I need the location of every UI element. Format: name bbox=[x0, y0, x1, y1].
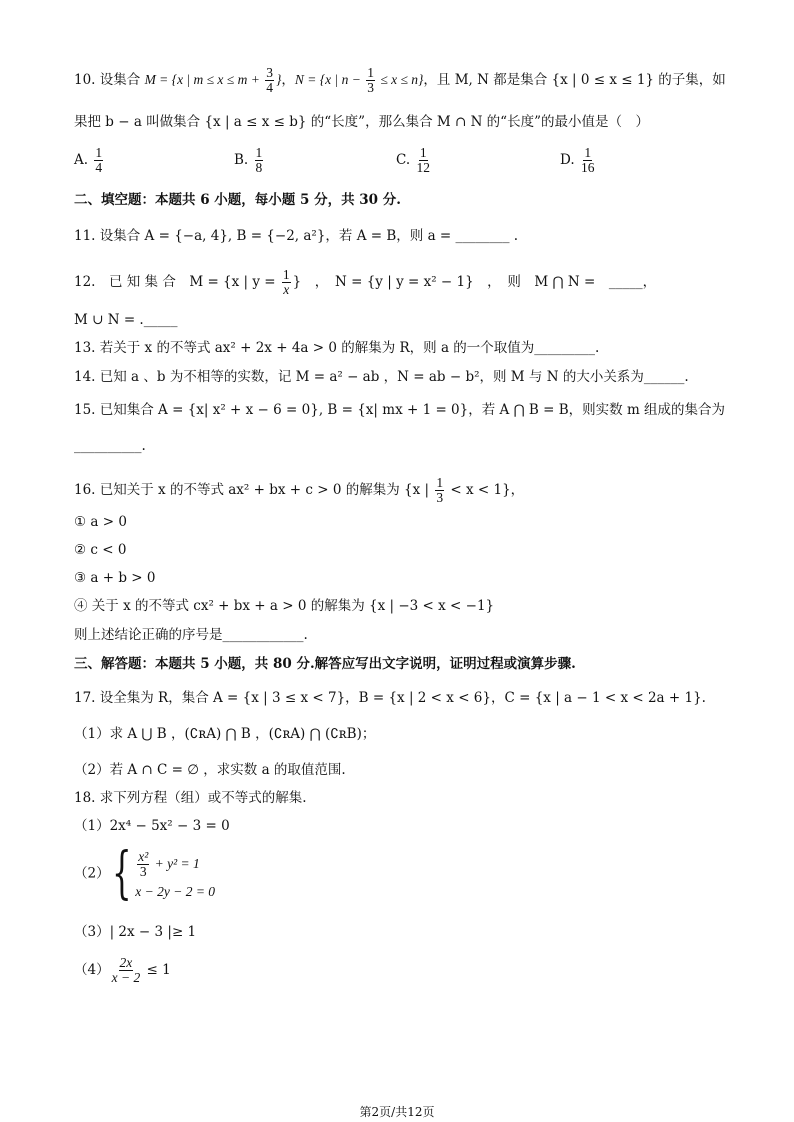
q12-text-b: } ， N = {y | y = x² − 1} ， 则 M ⋂ N = _____， bbox=[292, 274, 657, 291]
q16-text-a: 16. 已知关于 x 的不等式 ax² + bx + c > 0 的解集为 {x | bbox=[74, 482, 434, 499]
q10-line1 bbox=[74, 66, 726, 95]
q16-conclusion: 则上述结论正确的序号是____________. bbox=[74, 627, 308, 643]
q18-part3: （3）| 2x − 3 |≥ 1 bbox=[74, 924, 197, 940]
q16-fraction: $\frac{1}{3}$ bbox=[436, 475, 444, 506]
q15-line1: 15. 已知集合 A = {x| x² + x − 6 = 0}, B = {x| mx + 1 = 0}，若 A ⋂ B = B，则实数 m 组成的集合为 bbox=[74, 402, 726, 418]
q18-part2-eq2: x − 2y − 2 = 0 bbox=[135, 883, 216, 899]
q18-part2-label: （2） bbox=[74, 865, 110, 882]
q18-equation-system: { $\frac{\text{x²}}{3}$ + y² = 1 x − 2y − 2 = 0 bbox=[111, 841, 216, 906]
q10-set-N: N = {x | n − $\frac{1}{3}$ ≤ x ≤ n} bbox=[294, 65, 424, 96]
q16-item-2: ② c < 0 bbox=[74, 542, 127, 558]
q18-part4-label: （4） bbox=[74, 962, 110, 979]
q16-line1 bbox=[74, 476, 524, 505]
q10-option-a[interactable]: A. $\frac{1}{4}$ bbox=[74, 145, 103, 176]
q10-option-b[interactable]: B. $\frac{1}{8}$ bbox=[234, 145, 263, 176]
q17-stem: 17. 设全集为 R，集合 A = {x | 3 ≤ x < 7}，B = {x | 2 < x < 6}，C = {x | a − 1 < x < 2a + 1}. bbox=[74, 690, 706, 706]
q18-stem: 18. 求下列方程（组）或不等式的解集. bbox=[74, 790, 307, 806]
q12-text-a: 12. 已 知 集 合 M = {x | y = bbox=[74, 274, 280, 291]
q17-part2: （2）若 A ∩ C = ∅ ，求实数 a 的取值范围. bbox=[74, 762, 346, 778]
q18-part1: （1）2x⁴ − 5x² − 3 = 0 bbox=[74, 818, 230, 834]
q14: 14. 已知 a 、b 为不相等的实数，记 M = a² − ab ，N = ab − b²，则 M 与 N 的大小关系为______. bbox=[74, 369, 689, 385]
q15-line2: __________. bbox=[74, 438, 146, 454]
q10-option-c[interactable]: C. $\frac{1}{12}$ bbox=[396, 145, 430, 176]
q18-part4-fraction: $\frac{2x}{x - 2}$ bbox=[111, 955, 141, 986]
q16-text-b: < x < 1}， bbox=[446, 482, 525, 499]
q12-fraction: $\frac{1}{x}$ bbox=[282, 267, 290, 298]
q16-item-3: ③ a + b > 0 bbox=[74, 570, 156, 586]
q13: 13. 若关于 x 的不等式 ax² + 2x + 4a > 0 的解集为 R，则 a 的一个取值为_________. bbox=[74, 340, 600, 356]
q10-text-b: ，且 M, N 都是集合 {x | 0 ≤ x ≤ 1} 的子集，如 bbox=[423, 71, 726, 88]
q12-line2: M ∪ N = ._____ bbox=[74, 312, 178, 328]
q17-part1: （1）求 A ⋃ B ，(∁ʀA) ⋂ B ，(∁ʀA) ⋂ (∁ʀB)； bbox=[74, 726, 376, 742]
section-2-heading: 二、填空题：本题共 6 小题，每小题 5 分，共 30 分. bbox=[74, 192, 401, 208]
q10-line2: 果把 b − a 叫做集合 {x | a ≤ x ≤ b} 的“长度”，那么集合 M ∩ N 的“长度”的最小值是（ ） bbox=[74, 114, 649, 130]
section-3-heading: 三、解答题：本题共 5 小题，共 80 分.解答应写出文字说明，证明过程或演算步骤. bbox=[74, 656, 576, 672]
q18-part2 bbox=[74, 841, 216, 906]
q18-part4-tail: ≤ 1 bbox=[142, 962, 171, 979]
q10-option-d[interactable]: D. $\frac{1}{16}$ bbox=[560, 145, 595, 176]
q10-set-M: M = {x | m ≤ x ≤ m + $\frac{3}{4}$ } bbox=[144, 65, 282, 96]
q11: 11. 设集合 A = {−a, 4}, B = {−2, a²}，若 A = B，则 a = ________ . bbox=[74, 228, 519, 244]
q10-text-a: 10. 设集合 bbox=[74, 71, 145, 88]
q16-item-4: ④ 关于 x 的不等式 cx² + bx + a > 0 的解集为 {x | −3 < x < −1} bbox=[74, 598, 495, 614]
q10-comma: ， bbox=[281, 71, 295, 88]
q12-line1 bbox=[74, 268, 656, 297]
page-footer: 第2页/共12页 bbox=[359, 1105, 435, 1119]
q18-part4 bbox=[74, 956, 171, 985]
q16-item-1: ① a > 0 bbox=[74, 514, 127, 530]
